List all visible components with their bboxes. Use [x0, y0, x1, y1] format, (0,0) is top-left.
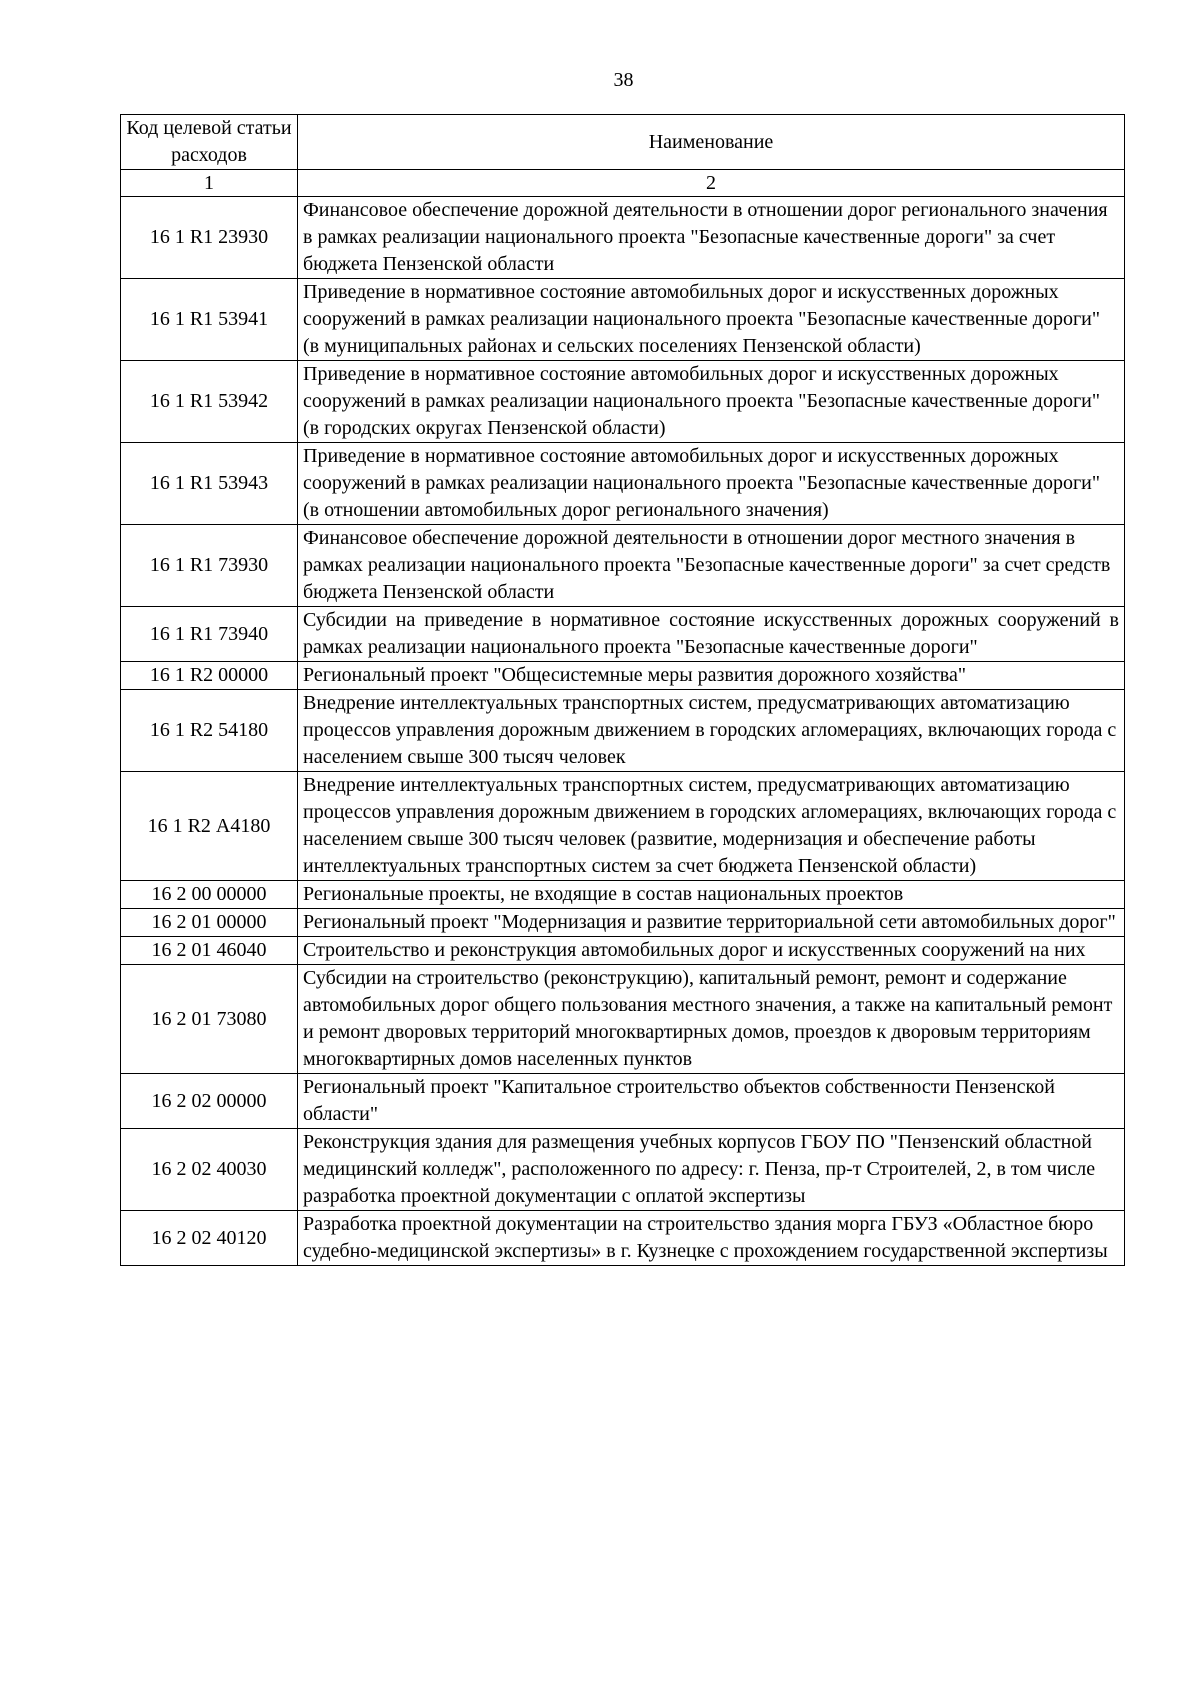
table-row: [121, 1211, 1125, 1266]
column-number-2: 2: [298, 170, 1125, 197]
table-row: [121, 965, 1125, 1074]
row-code: 16 2 01 73080: [121, 965, 298, 1074]
row-name: Региональный проект "Модернизация и развитие территориальной сети автомобильных дорог": [298, 909, 1125, 937]
table-row: [121, 197, 1125, 279]
table-row: [121, 607, 1125, 662]
table-header-row: [121, 115, 1125, 170]
row-code: 16 2 00 00000: [121, 881, 298, 909]
row-code: 16 1 R1 53941: [121, 279, 298, 361]
row-code: 16 1 R1 73930: [121, 525, 298, 607]
row-name: Региональные проекты, не входящие в состав национальных проектов: [298, 881, 1125, 909]
page-number: 38: [613, 69, 634, 91]
row-code: 16 2 01 00000: [121, 909, 298, 937]
row-name: Региональный проект "Общесистемные меры развития дорожного хозяйства": [298, 662, 1125, 690]
table-row: [121, 443, 1125, 525]
row-code: 16 2 02 40030: [121, 1129, 298, 1211]
row-code: 16 1 R1 23930: [121, 197, 298, 279]
row-name: Реконструкция здания для размещения учебных корпусов ГБОУ ПО "Пензенский областной медицинский колледж", расположенного по адресу: г. Пенза, пр-т Строителей, 2, в том числе разработка проектной документации с оплатой экспертизы: [298, 1129, 1125, 1211]
row-code: 16 1 R2 54180: [121, 690, 298, 772]
budget-codes-table: [120, 114, 1125, 1266]
row-name: Финансовое обеспечение дорожной деятельности в отношении дорог регионального значения в рамках реализации национального проекта "Безопасные качественные дороги" за счет бюджета Пензенской области: [298, 197, 1125, 279]
row-name: Внедрение интеллектуальных транспортных систем, предусматривающих автоматизацию процессов управления дорожным движением в городских агломерациях, включающих города с населением свыше 300 тысяч человек: [298, 690, 1125, 772]
row-code: 16 2 02 40120: [121, 1211, 298, 1266]
row-name: Строительство и реконструкция автомобильных дорог и искусственных сооружений на них: [298, 937, 1125, 965]
table-row: [121, 881, 1125, 909]
row-code: 16 1 R1 53943: [121, 443, 298, 525]
row-name: Внедрение интеллектуальных транспортных систем, предусматривающих автоматизацию процессов управления дорожным движением в городских агломерациях, включающих города с населением свыше 300 тысяч человек (развитие, модернизация и обеспечение работы интеллектуальных транспортных систем за счет бюджета Пензенской области): [298, 772, 1125, 881]
row-name: Финансовое обеспечение дорожной деятельности в отношении дорог местного значения в рамках реализации национального проекта "Безопасные качественные дороги" за счет средств бюджета Пензенской области: [298, 525, 1125, 607]
row-name: Субсидии на строительство (реконструкцию), капитальный ремонт, ремонт и содержание автомобильных дорог общего пользования местного значения, а также на капитальный ремонт и ремонт дворовых территорий многоквартирных домов, проездов к дворовым территориям многоквартирных домов населенных пунктов: [298, 965, 1125, 1074]
row-name: Приведение в нормативное состояние автомобильных дорог и искусственных дорожных сооружений в рамках реализации национального проекта "Безопасные качественные дороги" (в муниципальных районах и сельских поселениях Пензенской области): [298, 279, 1125, 361]
table-row: [121, 937, 1125, 965]
row-name: Субсидии на приведение в нормативное состояние искусственных дорожных сооружений в рамках реализации национального проекта "Безопасные качественные дороги": [298, 607, 1125, 662]
table-row: [121, 772, 1125, 881]
table-row: [121, 1074, 1125, 1129]
table-row: [121, 662, 1125, 690]
row-name: Региональный проект "Капитальное строительство объектов собственности Пензенской области": [298, 1074, 1125, 1129]
row-code: 16 1 R1 53942: [121, 361, 298, 443]
row-code: 16 1 R2 А4180: [121, 772, 298, 881]
table-row: [121, 525, 1125, 607]
column-number-1: 1: [121, 170, 298, 197]
row-code: 16 1 R1 73940: [121, 607, 298, 662]
table-row: [121, 909, 1125, 937]
row-name: Разработка проектной документации на строительство здания морга ГБУЗ «Областное бюро судебно-медицинской экспертизы» в г. Кузнецке с прохождением государственной экспертизы: [298, 1211, 1125, 1266]
table-row: [121, 1129, 1125, 1211]
table-row: [121, 690, 1125, 772]
table-column-numbers-row: [121, 170, 1125, 197]
row-code: 16 1 R2 00000: [121, 662, 298, 690]
header-name: Наименование: [298, 115, 1125, 170]
row-code: 16 2 01 46040: [121, 937, 298, 965]
row-name: Приведение в нормативное состояние автомобильных дорог и искусственных дорожных сооружений в рамках реализации национального проекта "Безопасные качественные дороги" (в отношении автомобильных дорог регионального значения): [298, 443, 1125, 525]
header-code: Код целевой статьи расходов: [121, 115, 298, 170]
table-row: [121, 361, 1125, 443]
row-name: Приведение в нормативное состояние автомобильных дорог и искусственных дорожных сооружений в рамках реализации национального проекта "Безопасные качественные дороги" (в городских округах Пензенской области): [298, 361, 1125, 443]
row-code: 16 2 02 00000: [121, 1074, 298, 1129]
table-row: [121, 279, 1125, 361]
